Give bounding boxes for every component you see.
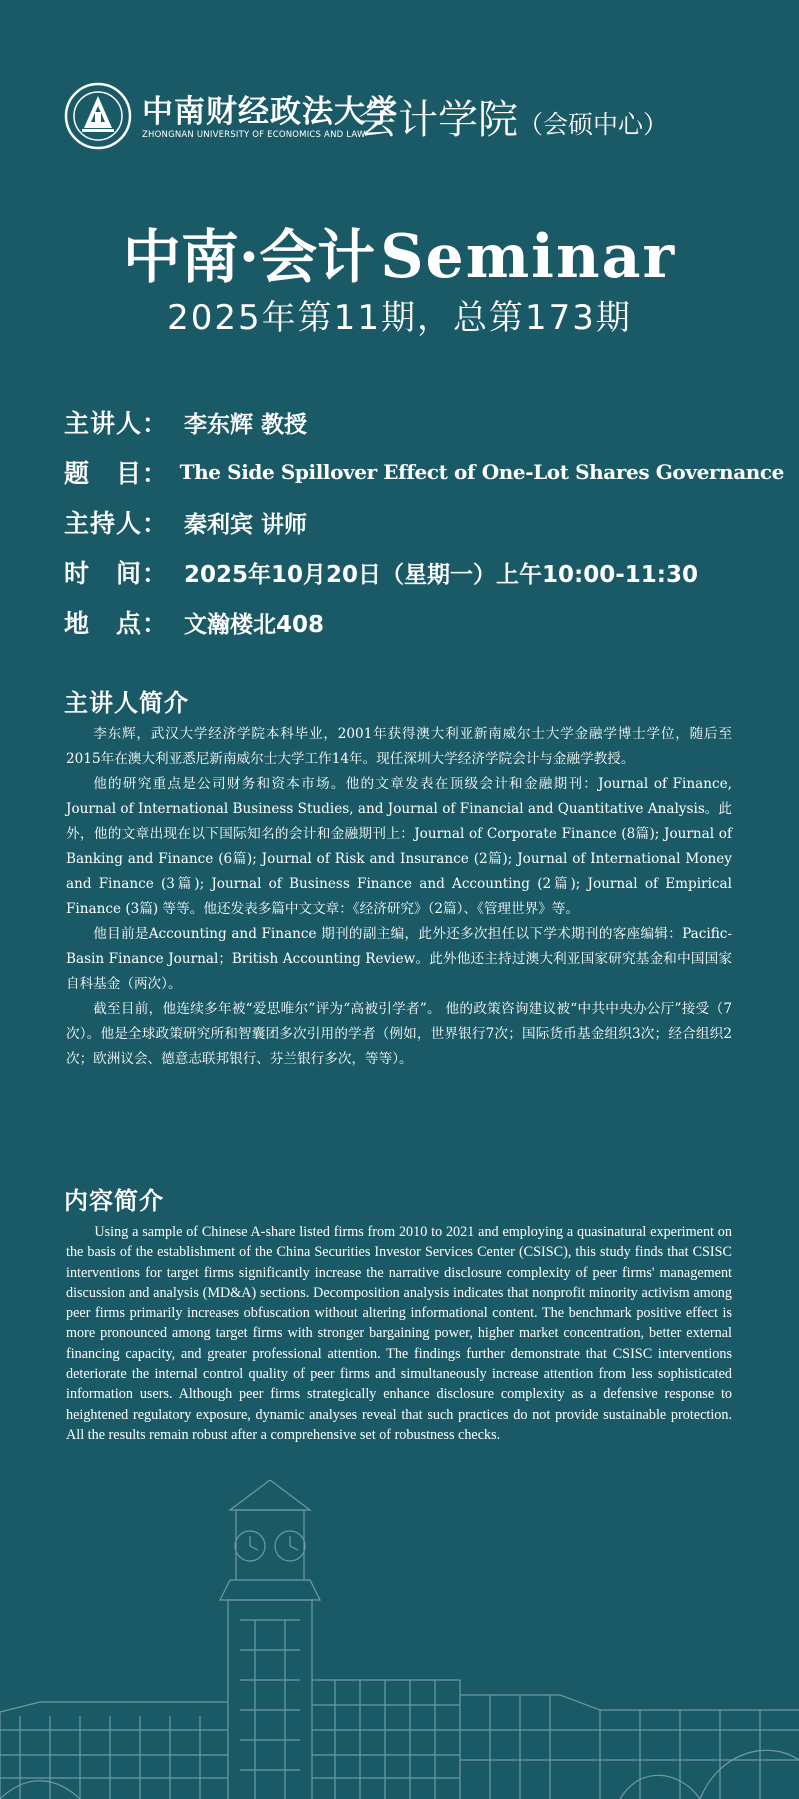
speaker-row xyxy=(64,397,784,447)
bio-paragraph: 截至目前，他连续多年被“爱思唯尔”评为“高被引学者”。 他的政策咨询建议被“中共中央办公厅”接受（7次）。他是全球政策研究所和智囊团多次引用的学者（例如，世界银行7次；国际货币基金组织3次；经合组织2次；欧洲议会、德意志联邦银行、芬兰银行多次，等等）。 xyxy=(66,1001,732,1067)
place-label: 地 点： xyxy=(64,609,169,638)
topic-label: 题 目： xyxy=(64,459,169,488)
school-name xyxy=(358,88,668,145)
university-name-cn: 中南财经政法大学 xyxy=(142,94,398,130)
content-heading: 内容简介 xyxy=(64,1187,164,1215)
abstract-paragraph: Using a sample of Chinese A-share listed firms from 2010 to 2021 and employing a quasinatural experiment on the basis of the establishment of the China Securities Investor Services Center (CSISC), this study finds that CSISC interventions for target firms significantly increase the narrative disclosure complexity of peer firms' management discussion and analysis (MD&A) sections. Decomposition analysis indicates that nonprofit minority activism among peer firms primarily increases obfuscation without altering informational content. The benchmark positive effect is more pronounced among target firms with stronger bargaining power, higher market concentration, better external financing capacity, and greater professional attention. The findings further demonstrate that CSISC interventions deteriorate the internal control quality of peer firms and simultaneously increase attention from less sophisticated information users. Although peer firms strategically enhance disclosure complexity as a defensive response to heightened regulatory exposure, dynamic analyses reveal that such practices do not provide sustainable protection. All the results remain robust after a comprehensive set of robustness checks. xyxy=(66,1224,732,1443)
host-row xyxy=(64,497,784,547)
issue-subtitle: 2025年第11期，总第173期 xyxy=(167,298,632,338)
speaker-bio xyxy=(66,722,732,1072)
title-en: Seminar xyxy=(380,222,677,292)
school-title: 会计学院 xyxy=(358,97,518,143)
time-row xyxy=(64,547,784,597)
title-cn: 中南·会计 xyxy=(122,223,376,291)
speaker-label: 主讲人： xyxy=(64,409,169,438)
page-title xyxy=(0,210,799,294)
host-label: 主持人： xyxy=(64,509,169,538)
place-value: 文瀚楼北408 xyxy=(184,611,325,638)
place-row xyxy=(64,597,784,647)
topic-value: The Side Spillover Effect of One-Lot Shares Governance xyxy=(179,460,784,484)
bio-paragraph: 他的研究重点是公司财务和资本市场。他的文章发表在顶级会计和金融期刊：Journal of Finance, Journal of International Business Studies, and Journal of Financial and Quantitative Analysis。此外，他的文章出现在以下国际知名的会计和金融期刊上：Journal of Corporate Finance (8篇); Journal of Banking and Finance (6篇); Journal of Risk and Insurance (2篇); Journal of International Money and Finance (3篇); Journal of Business Finance and Accounting (2篇); Journal of Empirical Finance (3篇) 等等。他还发表多篇中文文章：《经济研究》（2篇）、《管理世界》等。 xyxy=(66,776,732,917)
seminar-info xyxy=(64,397,784,647)
host-value: 秦利宾 讲师 xyxy=(184,511,308,538)
speaker-value: 李东辉 教授 xyxy=(184,411,308,438)
university-logo-icon xyxy=(64,82,132,150)
header xyxy=(64,82,764,152)
campus-building-illustration xyxy=(0,1480,799,1799)
bio-paragraph: 他目前是Accounting and Finance 期刊的副主编，此外还多次担任以下学术期刊的客座编辑：Pacific-Basin Finance Journal；British Accounting Review。此外他还主持过澳大利亚国家研究基金和中国国家自科基金（两次）。 xyxy=(66,926,732,992)
school-subtitle: （会硕中心） xyxy=(518,110,669,139)
bio-paragraph: 李东辉，武汉大学经济学院本科毕业，2001年获得澳大利亚新南威尔士大学金融学博士学位，随后至2015年在澳大利亚悉尼新南威尔士大学工作14年。现任深圳大学经济学院会计与金融学教授。 xyxy=(66,726,732,767)
content-abstract xyxy=(66,1222,732,1445)
time-value: 2025年10月20日（星期一）上午10:00-11:30 xyxy=(184,561,698,588)
time-label: 时 间： xyxy=(64,559,169,588)
topic-row xyxy=(64,447,784,497)
bio-heading: 主讲人简介 xyxy=(64,689,189,717)
university-name-en: ZHONGNAN UNIVERSITY OF ECONOMICS AND LAW xyxy=(142,130,366,140)
